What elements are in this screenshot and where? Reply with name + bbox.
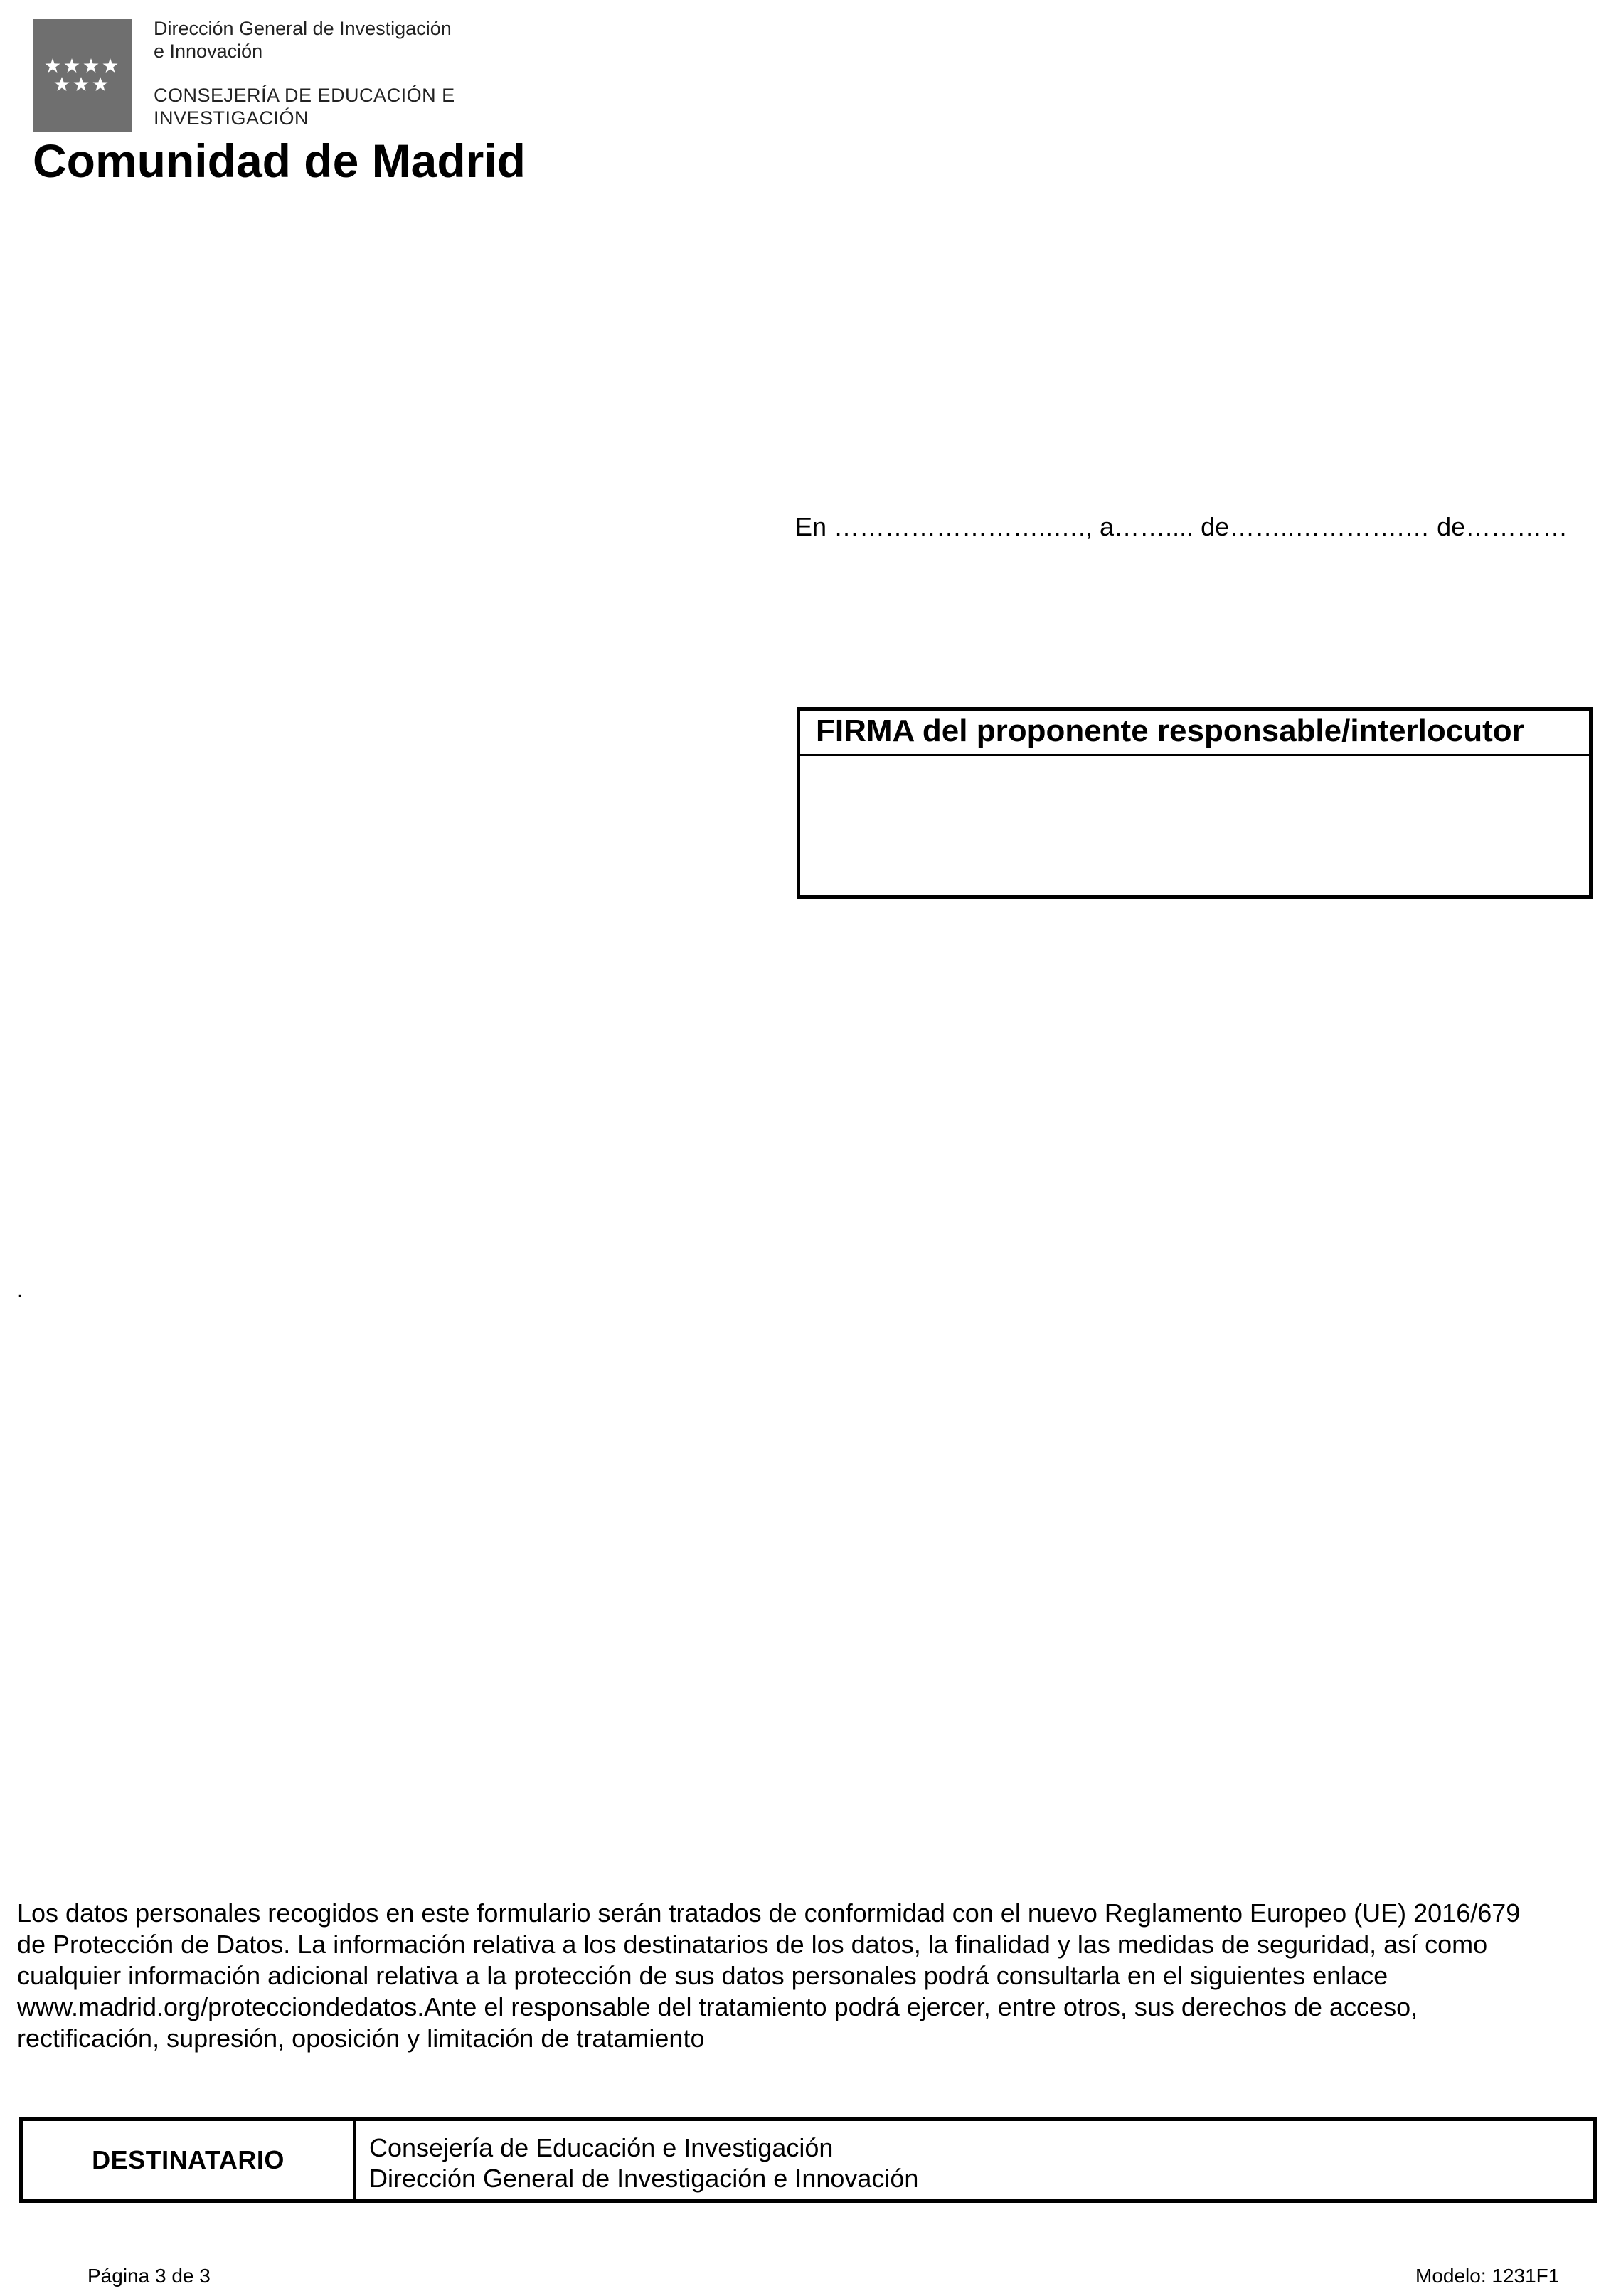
- madrid-logo: [33, 19, 132, 132]
- recipient-line-2: Dirección General de Investigación e Innovación: [369, 2164, 919, 2193]
- privacy-line: rectificación, supresión, oposición y limitación de tratamiento: [17, 2024, 705, 2053]
- signature-title: FIRMA del proponente responsable/interlocutor: [800, 711, 1589, 756]
- stray-dot: .: [17, 1278, 23, 1302]
- privacy-line: Los datos personales recogidos en este formulario serán tratados de conformidad con el nuevo Reglamento Europeo (UE) 2016/679: [17, 1898, 1521, 1928]
- ministry-line-1: CONSEJERÍA DE EDUCACIÓN E: [154, 85, 455, 106]
- directorate-line-1: Dirección General de Investigación: [154, 18, 452, 39]
- privacy-line: de Protección de Datos. La información relativa a los destinatarios de los datos, la finalidad y las medidas de seguridad, así como: [17, 1930, 1488, 1959]
- date-place-field[interactable]: En ……………………..…., a…….... de……..………….… de…………: [795, 512, 1568, 541]
- privacy-line: cualquier información adicional relativa a la protección de sus datos personales podrá consultarla en el siguientes enlace: [17, 1961, 1388, 1990]
- signature-area[interactable]: [800, 756, 1589, 895]
- model-code: Modelo: 1231F1: [1415, 2265, 1560, 2287]
- recipient-line-1: Consejería de Educación e Investigación: [369, 2133, 834, 2162]
- ministry-line-2: INVESTIGACIÓN: [154, 107, 309, 129]
- recipient-table: [19, 2117, 1597, 2203]
- brand-title: Comunidad de Madrid: [33, 134, 526, 187]
- signature-box: [797, 707, 1593, 899]
- privacy-line: www.madrid.org/protecciondedatos.Ante el responsable del tratamiento podrá ejercer, entre otros, sus derechos de acceso,: [17, 1992, 1418, 2021]
- recipient-label: DESTINATARIO: [23, 2121, 356, 2199]
- recipient-values: [356, 2121, 1593, 2199]
- page-number: Página 3 de 3: [87, 2265, 211, 2287]
- directorate-line-2: e Innovación: [154, 41, 263, 62]
- stars-icon: [33, 48, 132, 105]
